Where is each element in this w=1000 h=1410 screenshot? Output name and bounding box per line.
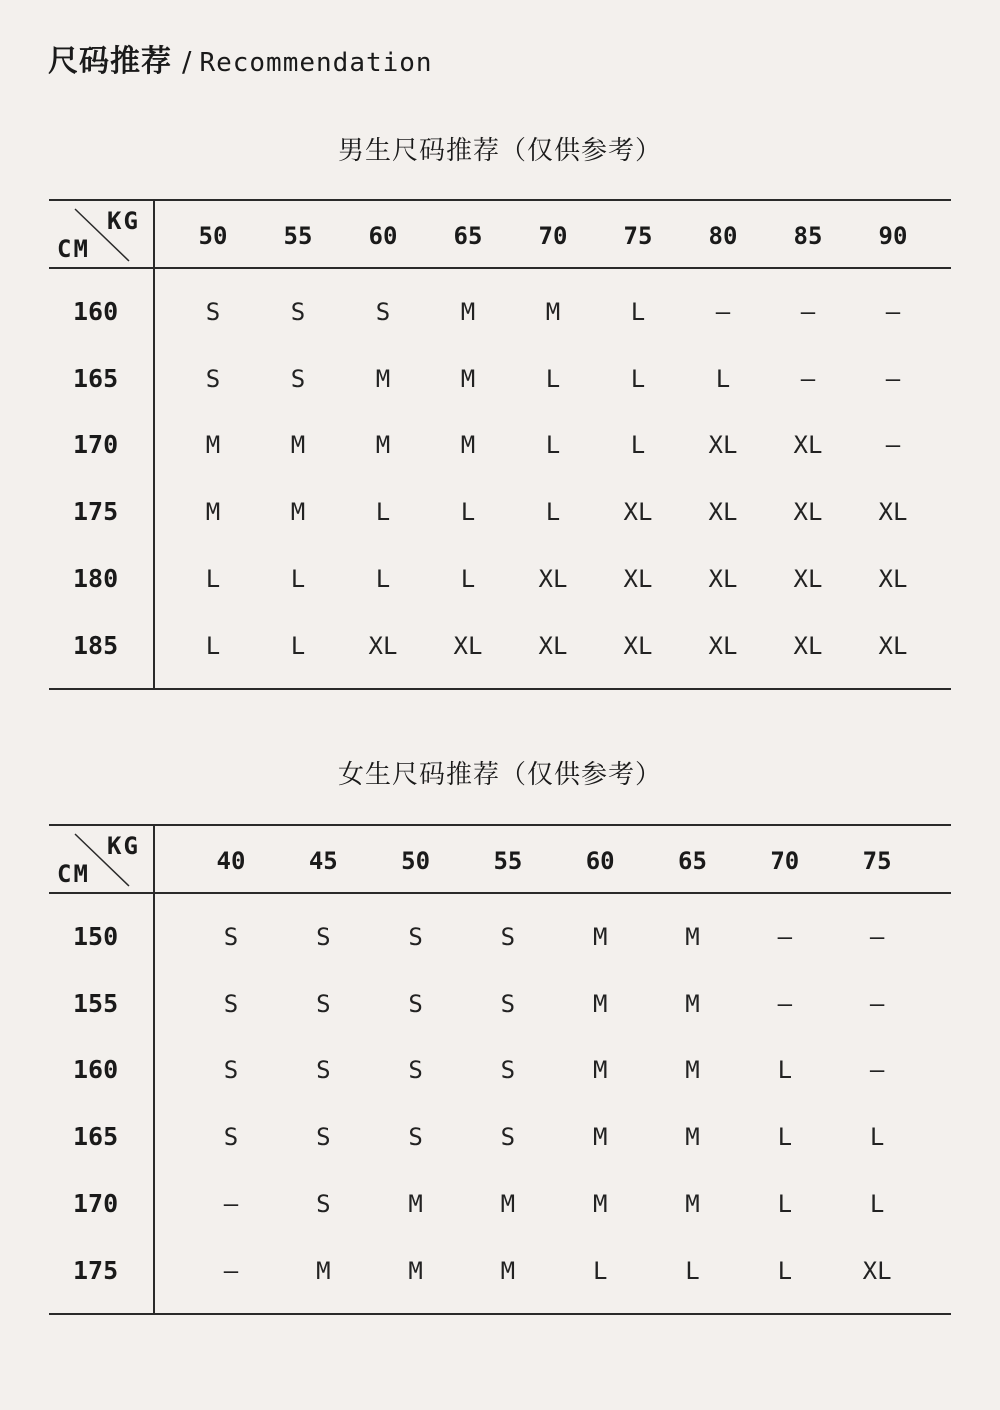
size-cell: M bbox=[592, 1056, 608, 1085]
size-cell: XL bbox=[708, 431, 738, 460]
size-cell: L bbox=[545, 498, 561, 527]
size-cell: S bbox=[290, 298, 306, 326]
height-row-header: 160 bbox=[73, 297, 119, 326]
size-cell: XL bbox=[862, 1256, 892, 1285]
height-row-header: 175 bbox=[73, 1255, 119, 1285]
size-cell: L bbox=[777, 1256, 793, 1285]
size-cell: XL bbox=[793, 498, 823, 527]
size-cell: S bbox=[500, 989, 516, 1018]
weight-column-header: 70 bbox=[538, 222, 568, 250]
corner-cell bbox=[49, 826, 153, 892]
size-cell: S bbox=[316, 923, 331, 951]
size-cell: XL bbox=[878, 564, 908, 593]
size-cell: L bbox=[460, 498, 476, 527]
size-cell: L bbox=[630, 431, 646, 460]
weight-column-header: 75 bbox=[623, 222, 653, 250]
size-cell: L bbox=[869, 1123, 885, 1152]
weight-column-header: 85 bbox=[793, 222, 823, 250]
height-row-header: 150 bbox=[73, 922, 119, 951]
size-cell: — bbox=[869, 1056, 885, 1085]
size-cell: — bbox=[885, 431, 901, 460]
size-cell: XL bbox=[793, 631, 823, 660]
page-title-separator: / bbox=[182, 45, 192, 78]
size-cell: XL bbox=[708, 564, 738, 593]
men-table-title: 男生尺码推荐（仅供参考） bbox=[337, 136, 662, 166]
size-cell: L bbox=[375, 498, 391, 527]
size-cell: S bbox=[223, 1056, 239, 1085]
size-cell: M bbox=[592, 989, 608, 1018]
size-cell: M bbox=[460, 364, 476, 393]
weight-column-header: 50 bbox=[198, 222, 228, 250]
weight-column-header: 45 bbox=[308, 847, 338, 875]
height-row-header: 165 bbox=[73, 1122, 119, 1152]
height-row-header: 170 bbox=[73, 430, 119, 460]
height-row-header: 180 bbox=[73, 563, 119, 593]
weight-axis-label: KG bbox=[107, 832, 140, 860]
size-cell: L bbox=[375, 564, 391, 593]
size-cell: M bbox=[375, 364, 391, 393]
size-cell: M bbox=[592, 1189, 608, 1218]
size-cell: M bbox=[205, 431, 221, 460]
size-cell: M bbox=[685, 923, 700, 951]
size-cell: M bbox=[290, 431, 306, 460]
size-cell: L bbox=[290, 631, 306, 660]
size-cell: — bbox=[885, 364, 901, 393]
size-cell: L bbox=[630, 298, 646, 326]
size-cell: L bbox=[630, 364, 646, 393]
size-cell: M bbox=[500, 1256, 516, 1285]
size-cell: M bbox=[592, 1123, 608, 1152]
size-cell: XL bbox=[368, 631, 398, 660]
weight-column-header: 65 bbox=[678, 847, 707, 875]
weight-column-header: 55 bbox=[493, 847, 523, 875]
men-size-table bbox=[49, 199, 951, 690]
size-cell: XL bbox=[623, 631, 653, 660]
size-cell: L bbox=[715, 364, 731, 393]
size-cell: S bbox=[500, 923, 516, 951]
table-header-row bbox=[49, 201, 951, 269]
size-cell: M bbox=[685, 1123, 700, 1152]
table-header-row bbox=[49, 826, 951, 894]
size-cell: S bbox=[316, 1189, 331, 1218]
weight-column-header: 55 bbox=[283, 222, 313, 250]
size-cell: M bbox=[460, 298, 476, 326]
size-cell: — bbox=[223, 1189, 239, 1218]
size-cell: XL bbox=[793, 564, 823, 593]
weight-column-header: 60 bbox=[368, 222, 398, 250]
size-cell: — bbox=[223, 1256, 239, 1285]
weight-column-header: 65 bbox=[453, 222, 483, 250]
weight-column-header: 80 bbox=[708, 222, 738, 250]
corner-cell bbox=[49, 201, 153, 267]
weight-column-header: 50 bbox=[401, 847, 431, 875]
size-cell: M bbox=[408, 1256, 423, 1285]
size-cell: L bbox=[545, 431, 561, 460]
size-cell: — bbox=[800, 364, 816, 393]
weight-column-header: 90 bbox=[878, 222, 908, 250]
size-cell: XL bbox=[538, 631, 568, 660]
size-cell: L bbox=[685, 1256, 700, 1285]
weight-column-header: 70 bbox=[770, 847, 800, 875]
weight-column-header: 40 bbox=[216, 847, 246, 875]
size-cell: — bbox=[715, 298, 731, 326]
table-body bbox=[49, 269, 951, 688]
size-cell: XL bbox=[793, 431, 823, 460]
size-cell: L bbox=[777, 1123, 793, 1152]
column-divider bbox=[153, 826, 155, 1313]
size-cell: S bbox=[316, 989, 331, 1018]
size-cell: S bbox=[223, 923, 239, 951]
size-cell: — bbox=[777, 923, 793, 951]
size-cell: S bbox=[223, 989, 239, 1018]
size-cell: M bbox=[375, 431, 391, 460]
page-title-en: Recommendation bbox=[199, 48, 433, 78]
height-row-header: 185 bbox=[73, 630, 119, 660]
size-cell: L bbox=[460, 564, 476, 593]
size-cell: M bbox=[290, 498, 306, 527]
size-cell: L bbox=[545, 364, 561, 393]
size-cell: S bbox=[205, 364, 221, 393]
height-axis-label: CM bbox=[57, 235, 90, 263]
size-cell: XL bbox=[708, 631, 738, 660]
size-cell: — bbox=[869, 989, 885, 1018]
size-cell: L bbox=[592, 1256, 608, 1285]
size-cell: M bbox=[460, 431, 476, 460]
table-body bbox=[49, 894, 951, 1313]
size-cell: L bbox=[205, 564, 221, 593]
size-cell: S bbox=[500, 1056, 516, 1085]
size-cell: S bbox=[223, 1123, 239, 1152]
size-cell: — bbox=[885, 298, 901, 326]
size-cell: S bbox=[500, 1123, 516, 1152]
size-cell: M bbox=[316, 1256, 331, 1285]
size-cell: S bbox=[408, 1056, 423, 1085]
height-row-header: 165 bbox=[73, 363, 119, 393]
height-row-header: 160 bbox=[73, 1055, 119, 1085]
weight-column-header: 75 bbox=[862, 847, 892, 875]
size-cell: — bbox=[869, 923, 885, 951]
size-cell: S bbox=[316, 1056, 331, 1085]
size-cell: M bbox=[545, 298, 561, 326]
weight-axis-label: KG bbox=[107, 207, 140, 235]
size-cell: XL bbox=[708, 498, 738, 527]
size-cell: L bbox=[290, 564, 306, 593]
size-cell: M bbox=[685, 1189, 700, 1218]
size-cell: XL bbox=[878, 498, 908, 527]
height-row-header: 170 bbox=[73, 1188, 119, 1218]
size-cell: M bbox=[685, 989, 700, 1018]
height-axis-label: CM bbox=[57, 860, 90, 888]
women-table-title: 女生尺码推荐（仅供参考） bbox=[337, 760, 662, 790]
page-title-zh: 尺码推荐 bbox=[48, 44, 172, 79]
column-divider bbox=[153, 201, 155, 688]
size-cell: M bbox=[500, 1189, 516, 1218]
size-cell: XL bbox=[623, 498, 653, 527]
size-cell: L bbox=[777, 1056, 793, 1085]
size-cell: M bbox=[408, 1189, 423, 1218]
size-cell: XL bbox=[453, 631, 483, 660]
size-cell: S bbox=[408, 1123, 423, 1152]
weight-column-header: 60 bbox=[585, 847, 615, 875]
size-cell: M bbox=[205, 498, 221, 527]
size-cell: L bbox=[777, 1189, 793, 1218]
height-row-header: 175 bbox=[73, 497, 119, 527]
size-cell: XL bbox=[538, 564, 568, 593]
size-cell: S bbox=[205, 298, 221, 326]
size-cell: XL bbox=[878, 631, 908, 660]
size-cell: S bbox=[408, 989, 423, 1018]
height-row-header: 155 bbox=[73, 988, 119, 1018]
size-cell: S bbox=[290, 364, 306, 393]
size-cell: L bbox=[869, 1189, 885, 1218]
size-cell: S bbox=[375, 298, 391, 326]
size-cell: M bbox=[685, 1056, 700, 1085]
women-size-table bbox=[49, 824, 951, 1315]
size-cell: XL bbox=[623, 564, 653, 593]
size-cell: L bbox=[205, 631, 221, 660]
size-cell: M bbox=[592, 923, 608, 951]
size-cell: S bbox=[316, 1123, 331, 1152]
page-title bbox=[48, 36, 433, 80]
size-cell: — bbox=[777, 989, 793, 1018]
size-cell: S bbox=[408, 923, 423, 951]
size-cell: — bbox=[800, 298, 816, 326]
